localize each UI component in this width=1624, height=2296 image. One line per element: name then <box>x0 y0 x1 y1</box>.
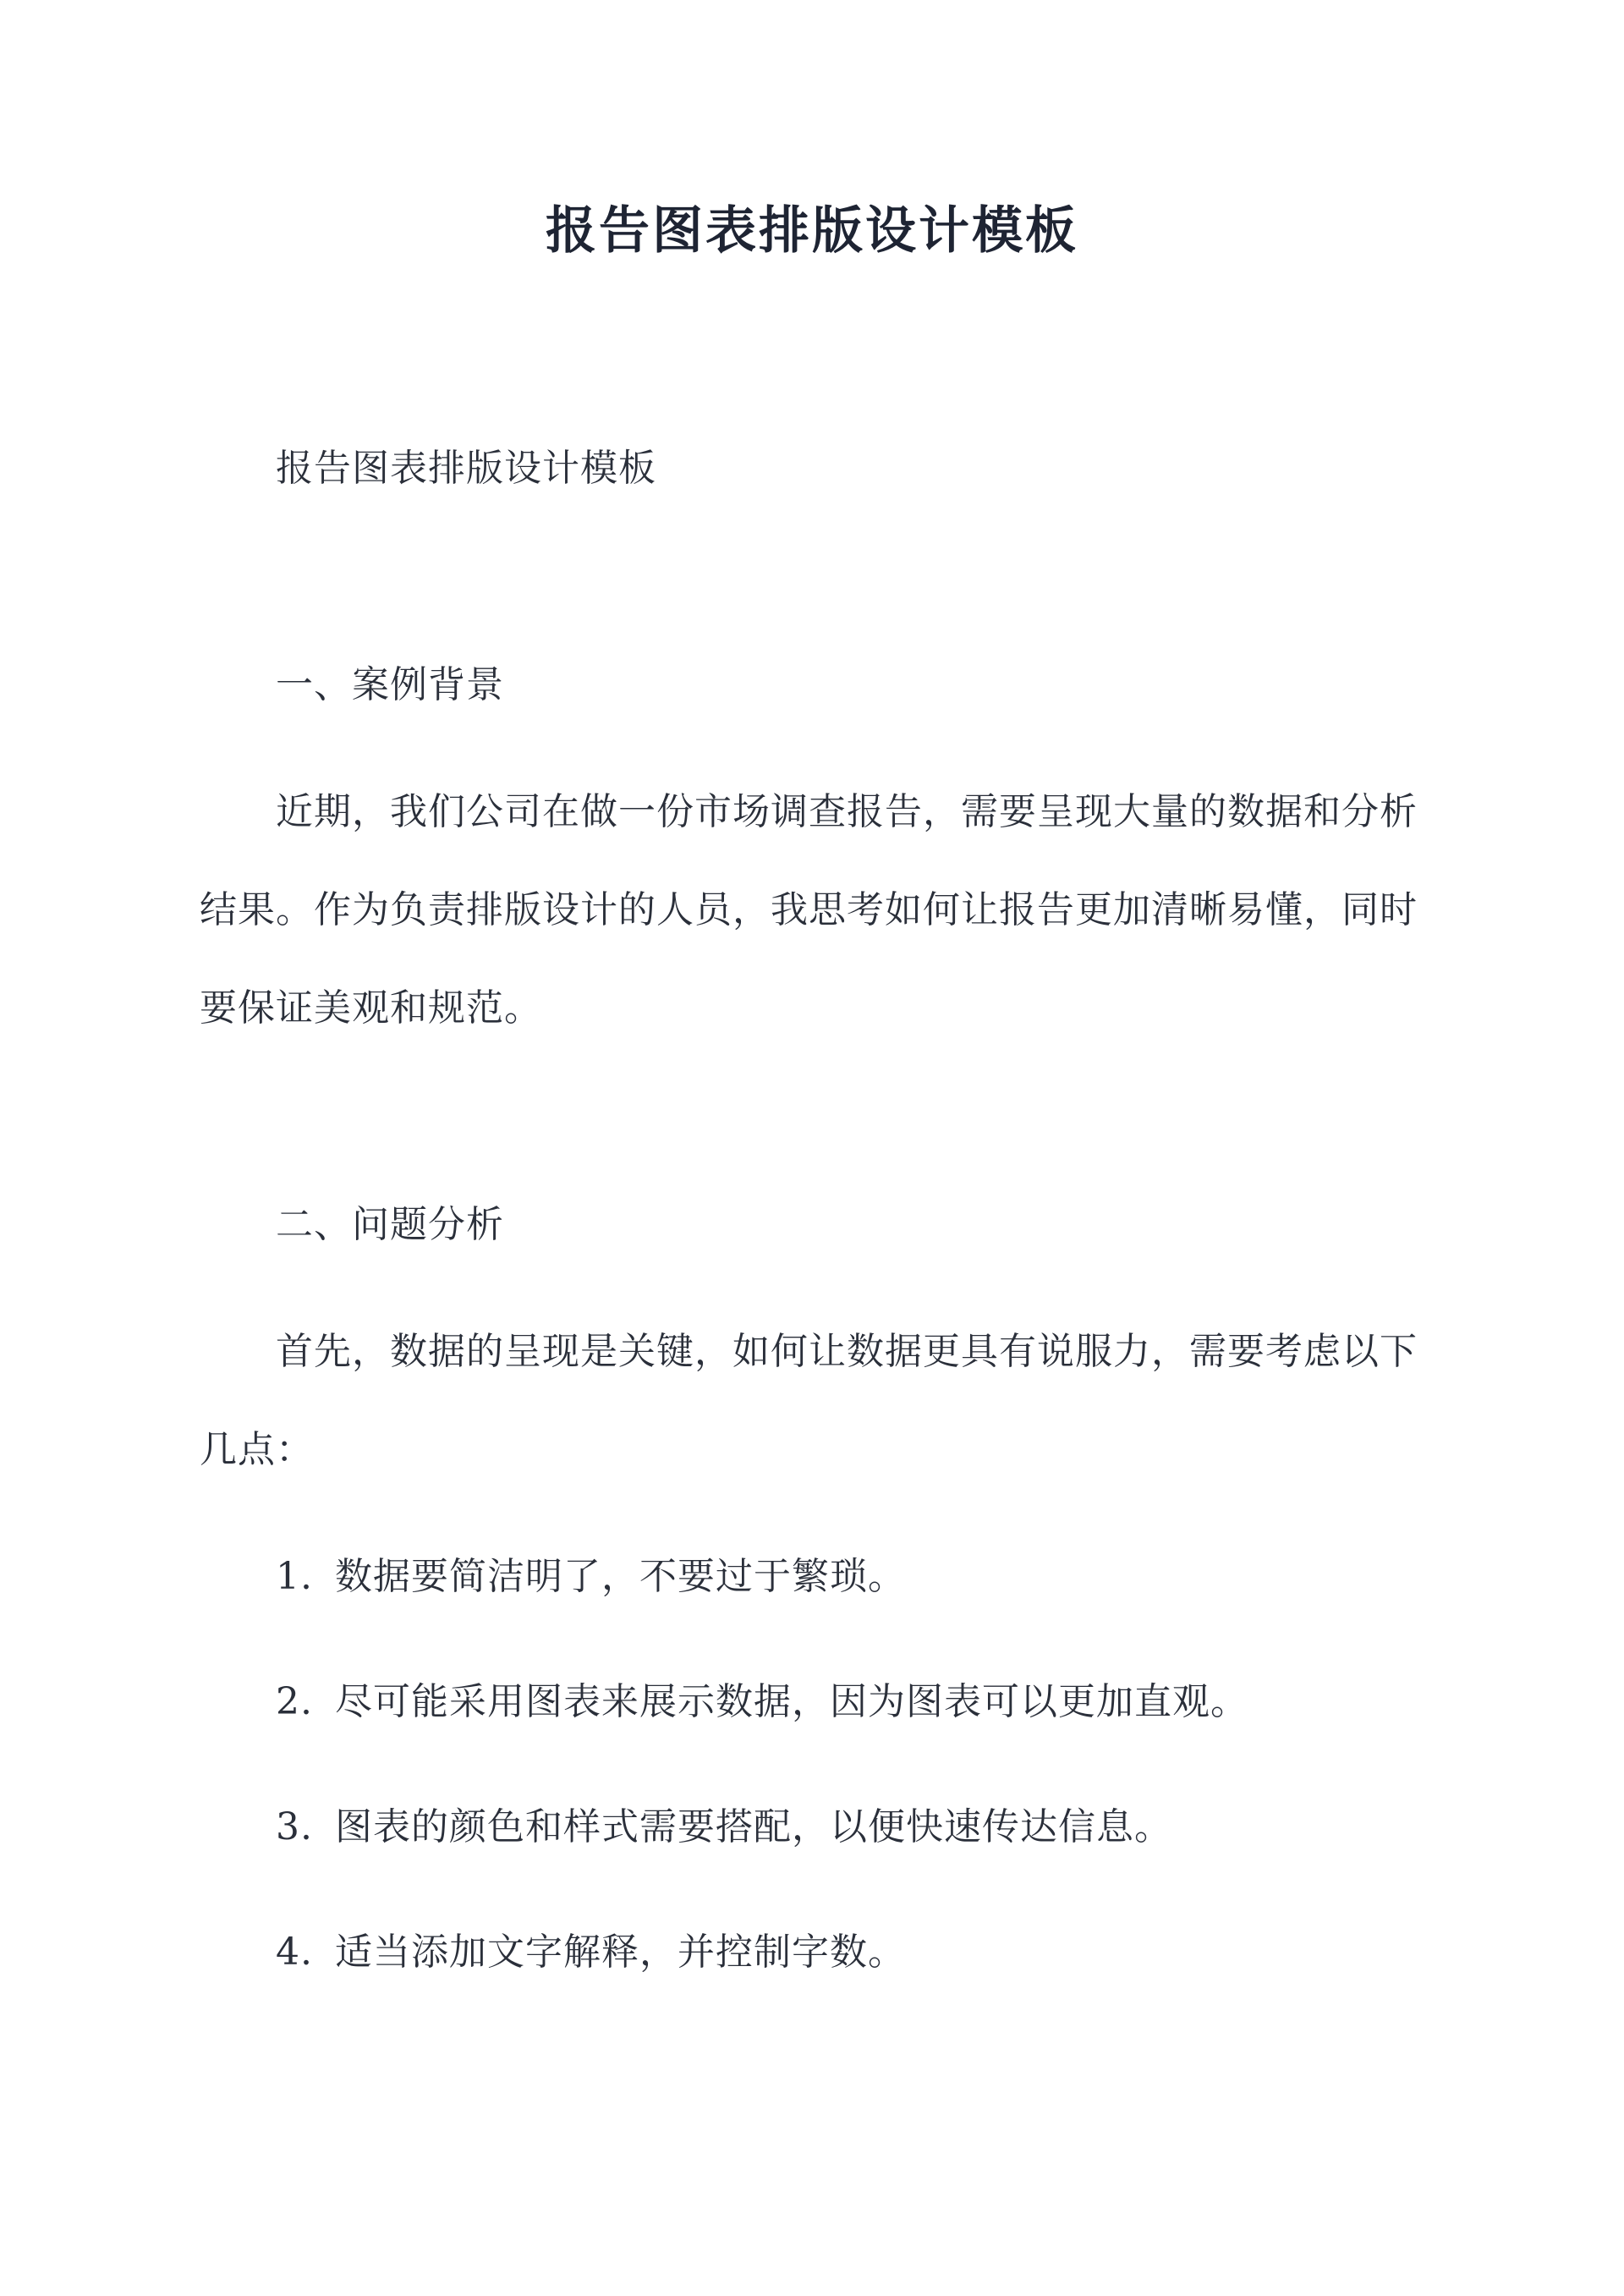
list-item <box>276 1677 1248 1727</box>
paragraph-line: 首先，数据的呈现是关键，如何让数据更具有说服力，需要考虑以下 <box>276 1330 1418 1373</box>
document-subtitle: 报告图表排版设计模板 <box>276 447 656 490</box>
list-item <box>276 1927 906 1978</box>
paragraph-line: 结果。作为负责排版设计的人员，我思考如何让报告更加清晰易懂，同时 <box>200 888 1418 931</box>
paragraph-line: 近期，我们公司在做一份市场调查报告，需要呈现大量的数据和分析 <box>276 790 1418 833</box>
section-heading-background: 一、案例背景 <box>276 663 504 706</box>
list-item-text: 数据要简洁明了，不要过于繁琐。 <box>335 1555 906 1598</box>
list-item-text: 图表的颜色和样式需要搭配，以便快速传达信息。 <box>335 1805 1172 1848</box>
document-title: 报告图表排版设计模板 <box>546 201 1078 261</box>
list-item <box>276 1802 1172 1853</box>
paragraph-line: 几点： <box>200 1428 314 1471</box>
list-item-number: 2. <box>276 1680 313 1723</box>
section-heading-analysis: 二、问题分析 <box>276 1203 504 1246</box>
list-item-number: 4. <box>276 1931 313 1974</box>
list-item-text: 适当添加文字解释，并控制字数。 <box>335 1931 906 1974</box>
list-item-text: 尽可能采用图表来展示数据，因为图表可以更加直观。 <box>335 1680 1248 1723</box>
list-item-number: 3. <box>276 1805 313 1848</box>
paragraph-line: 要保证美观和规范。 <box>200 986 542 1030</box>
list-item <box>276 1552 906 1602</box>
list-item-number: 1. <box>276 1555 313 1598</box>
